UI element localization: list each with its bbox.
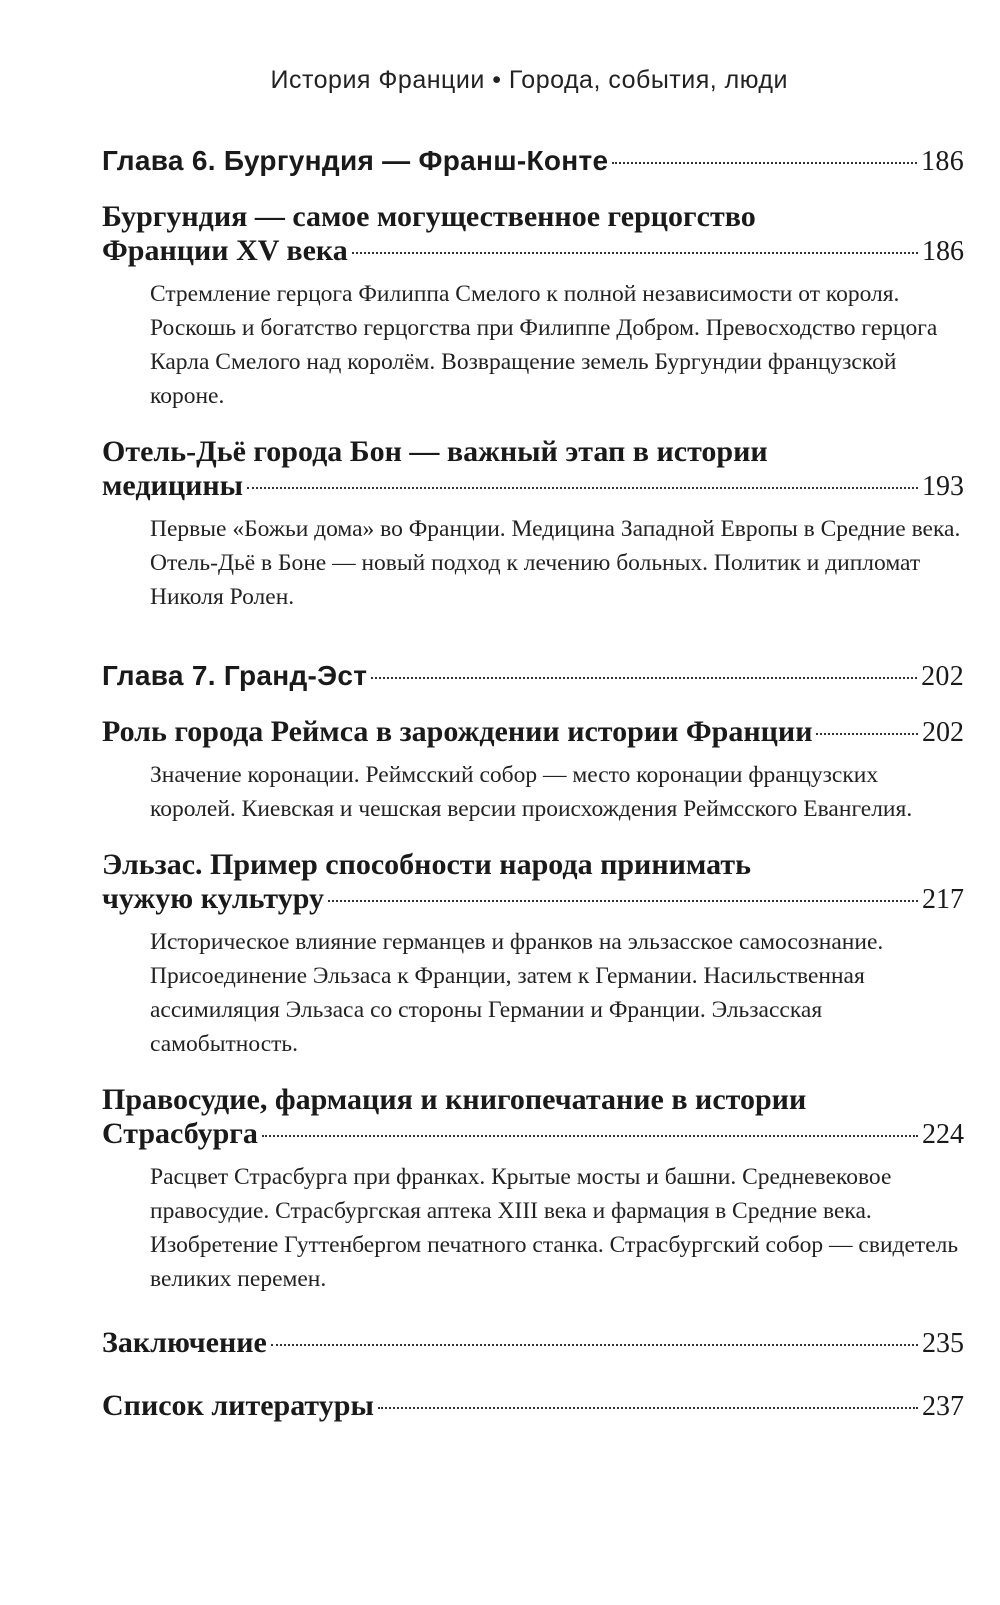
section-page: 202 [922,717,964,748]
section-title-line1: Эльзас. Пример способности народа принимать [102,848,751,881]
section-description: Первые «Божьи дома» во Франции. Медицина Западной Европы в Средние века. Отель-Дьё в Боне — новый подход к лечению больных. Политик и дипломат Николя Ролен. [150,516,961,610]
section-title-line2: чужую культуру [102,882,324,915]
section-title-line1: Правосудие, фармация и книгопечатание в истории [102,1083,807,1116]
leader-dots [371,677,917,679]
section-page: 193 [922,471,964,502]
table-of-contents [102,145,964,1424]
leader-dots [378,1407,918,1409]
toc-section-strasbourg[interactable] [102,1083,964,1296]
bibliography-page: 237 [922,1391,964,1422]
section-description: Стремление герцога Филиппа Смелого к полной независимости от короля. Роскошь и богатство герцогства при Филиппе Добром. Превосходство герцога Карла Смелого над королём. Возвращение земель Бургундии французской короне. [150,281,938,409]
section-title: Роль города Реймса в зарождении истории Франции [102,715,813,748]
section-page: 224 [922,1119,964,1150]
leader-dots [271,1344,918,1346]
toc-section-beaune[interactable] [102,435,964,614]
running-header: История Франции • Города, события, люди [270,66,788,94]
toc-conclusion[interactable] [102,1326,964,1361]
toc-bibliography[interactable] [102,1389,964,1424]
section-title-line1: Отель-Дьё города Бон — важный этап в истории [102,435,768,468]
conclusion-page: 235 [922,1328,964,1359]
section-title-line2: медицины [102,469,244,502]
leader-dots [352,252,918,254]
section-page: 186 [922,236,964,267]
leader-dots [328,900,918,902]
conclusion-title: Заключение [102,1326,267,1359]
toc-section-alsace[interactable] [102,848,964,1061]
section-description: Расцвет Страсбурга при франках. Крытые мосты и башни. Средневековое правосудие. Страсбургская аптека XIII века и фармация в Средние века. Изобретение Гуттенбергом печатного станка. Страсбургский собор — свидетель великих перемен. [150,1164,959,1292]
leader-dots [247,487,918,489]
toc-chapter-6-page: 186 [921,146,964,177]
section-title-line2: Страсбурга [102,1117,258,1150]
bibliography-title: Список литературы [102,1389,374,1422]
leader-dots [262,1135,918,1137]
section-title-line2: Франции XV века [102,234,348,267]
toc-chapter-7-page: 202 [921,661,964,692]
leader-dots [612,162,917,164]
section-description: Историческое влияние германцев и франков на эльзасское самосознание. Присоединение Эльзаса к Франции, затем к Германии. Насильственная ассимиляция Эльзаса со стороны Германии и Франции. Эльзасская самобытность. [150,929,884,1057]
toc-section-reims[interactable] [102,715,964,826]
toc-chapter-7-title: Глава 7. Гранд-Эст [102,660,368,691]
toc-chapter-6[interactable] [102,145,964,178]
section-description: Значение коронации. Реймсский собор — место коронации французских королей. Киевская и чешская версии происхождения Реймсского Евангелия. [150,762,913,822]
section-page: 217 [922,884,964,915]
toc-chapter-7[interactable] [102,660,964,693]
toc-section-burgundy[interactable] [102,200,964,413]
toc-chapter-6-title: Глава 6. Бургундия — Франш-Конте [102,145,609,176]
leader-dots [816,733,918,735]
section-title-line1: Бургундия — самое могущественное герцогство [102,200,756,233]
